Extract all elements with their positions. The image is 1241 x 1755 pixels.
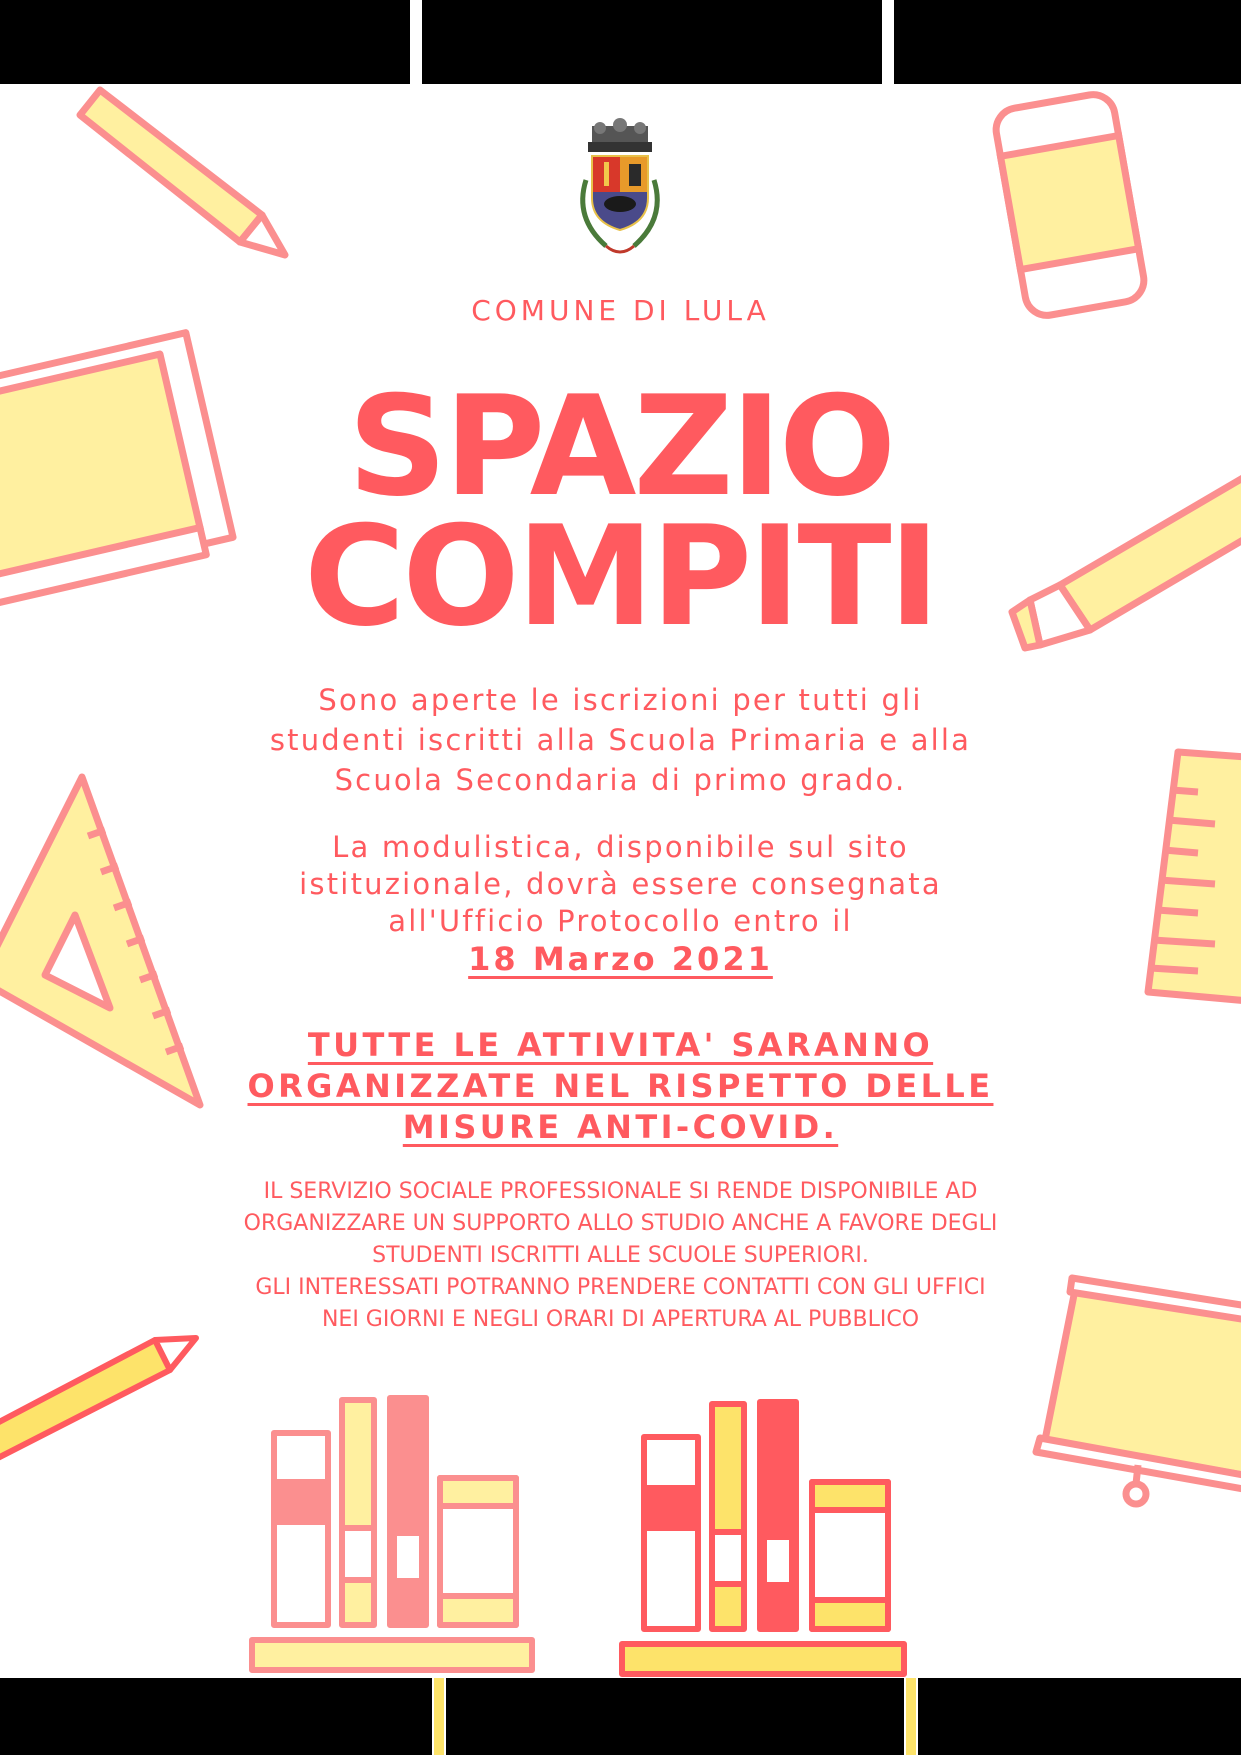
instructions-paragraph [0,829,1241,940]
title-line: SPAZIO [347,366,894,527]
social-service-line: GLI INTERESSATI POTRANNO PRENDERE CONTATTI CON GLI UFFICI [255,1275,986,1300]
intro-paragraph [0,680,1241,800]
pencil-icon [80,90,285,255]
pencil-icon [0,1338,196,1462]
instructions-line: all'Ufficio Protocollo entro il [388,904,853,938]
title-line: COMPITI [304,496,937,657]
covid-notice-line: MISURE ANTI-COVID. [402,1108,839,1146]
books-icon [622,1402,904,1674]
instructions-line: La modulistica, disponibile sul sito [332,830,909,864]
books-icon [252,1398,532,1670]
social-service-line: ORGANIZZARE UN SUPPORTO ALLO STUDIO ANCHE A FAVORE DEGLI [243,1211,998,1236]
covid-notice-line: ORGANIZZATE NEL RISPETTO DELLE [247,1067,994,1105]
page-title [0,366,1241,657]
bottom-bar-left [0,1678,432,1755]
municipal-coat-of-arms-icon [566,118,674,266]
bottom-bar-gap [434,1678,444,1755]
deadline-date: 18 Marzo 2021 [468,940,773,978]
issuer-name: COMUNE DI LULA [471,294,770,327]
social-service-line: IL SERVIZIO SOCIALE PROFESSIONALE SI RENDE DISPONIBILE AD [263,1179,978,1204]
intro-line: Sono aperte le iscrizioni per tutti gli [318,683,923,717]
intro-line: studenti iscritti alla Scuola Primaria e alla [269,723,972,757]
eraser-icon [993,91,1148,319]
covid-notice [0,1025,1241,1148]
social-service-notice [0,1176,1241,1336]
social-service-line: STUDENTI ISCRITTI ALLE SCUOLE SUPERIORI. [372,1243,869,1268]
intro-line: Scuola Secondaria di primo grado. [334,763,907,797]
bottom-bar-gap [906,1678,916,1755]
covid-notice-line: TUTTE LE ATTIVITA' SARANNO [307,1026,934,1064]
bottom-bar-right [918,1678,1241,1755]
bottom-bar-center [446,1678,904,1755]
instructions-line: istituzionale, dovrà essere consegnata [299,867,942,901]
social-service-line: NEI GIORNI E NEGLI ORARI DI APERTURA AL PUBBLICO [321,1307,920,1332]
